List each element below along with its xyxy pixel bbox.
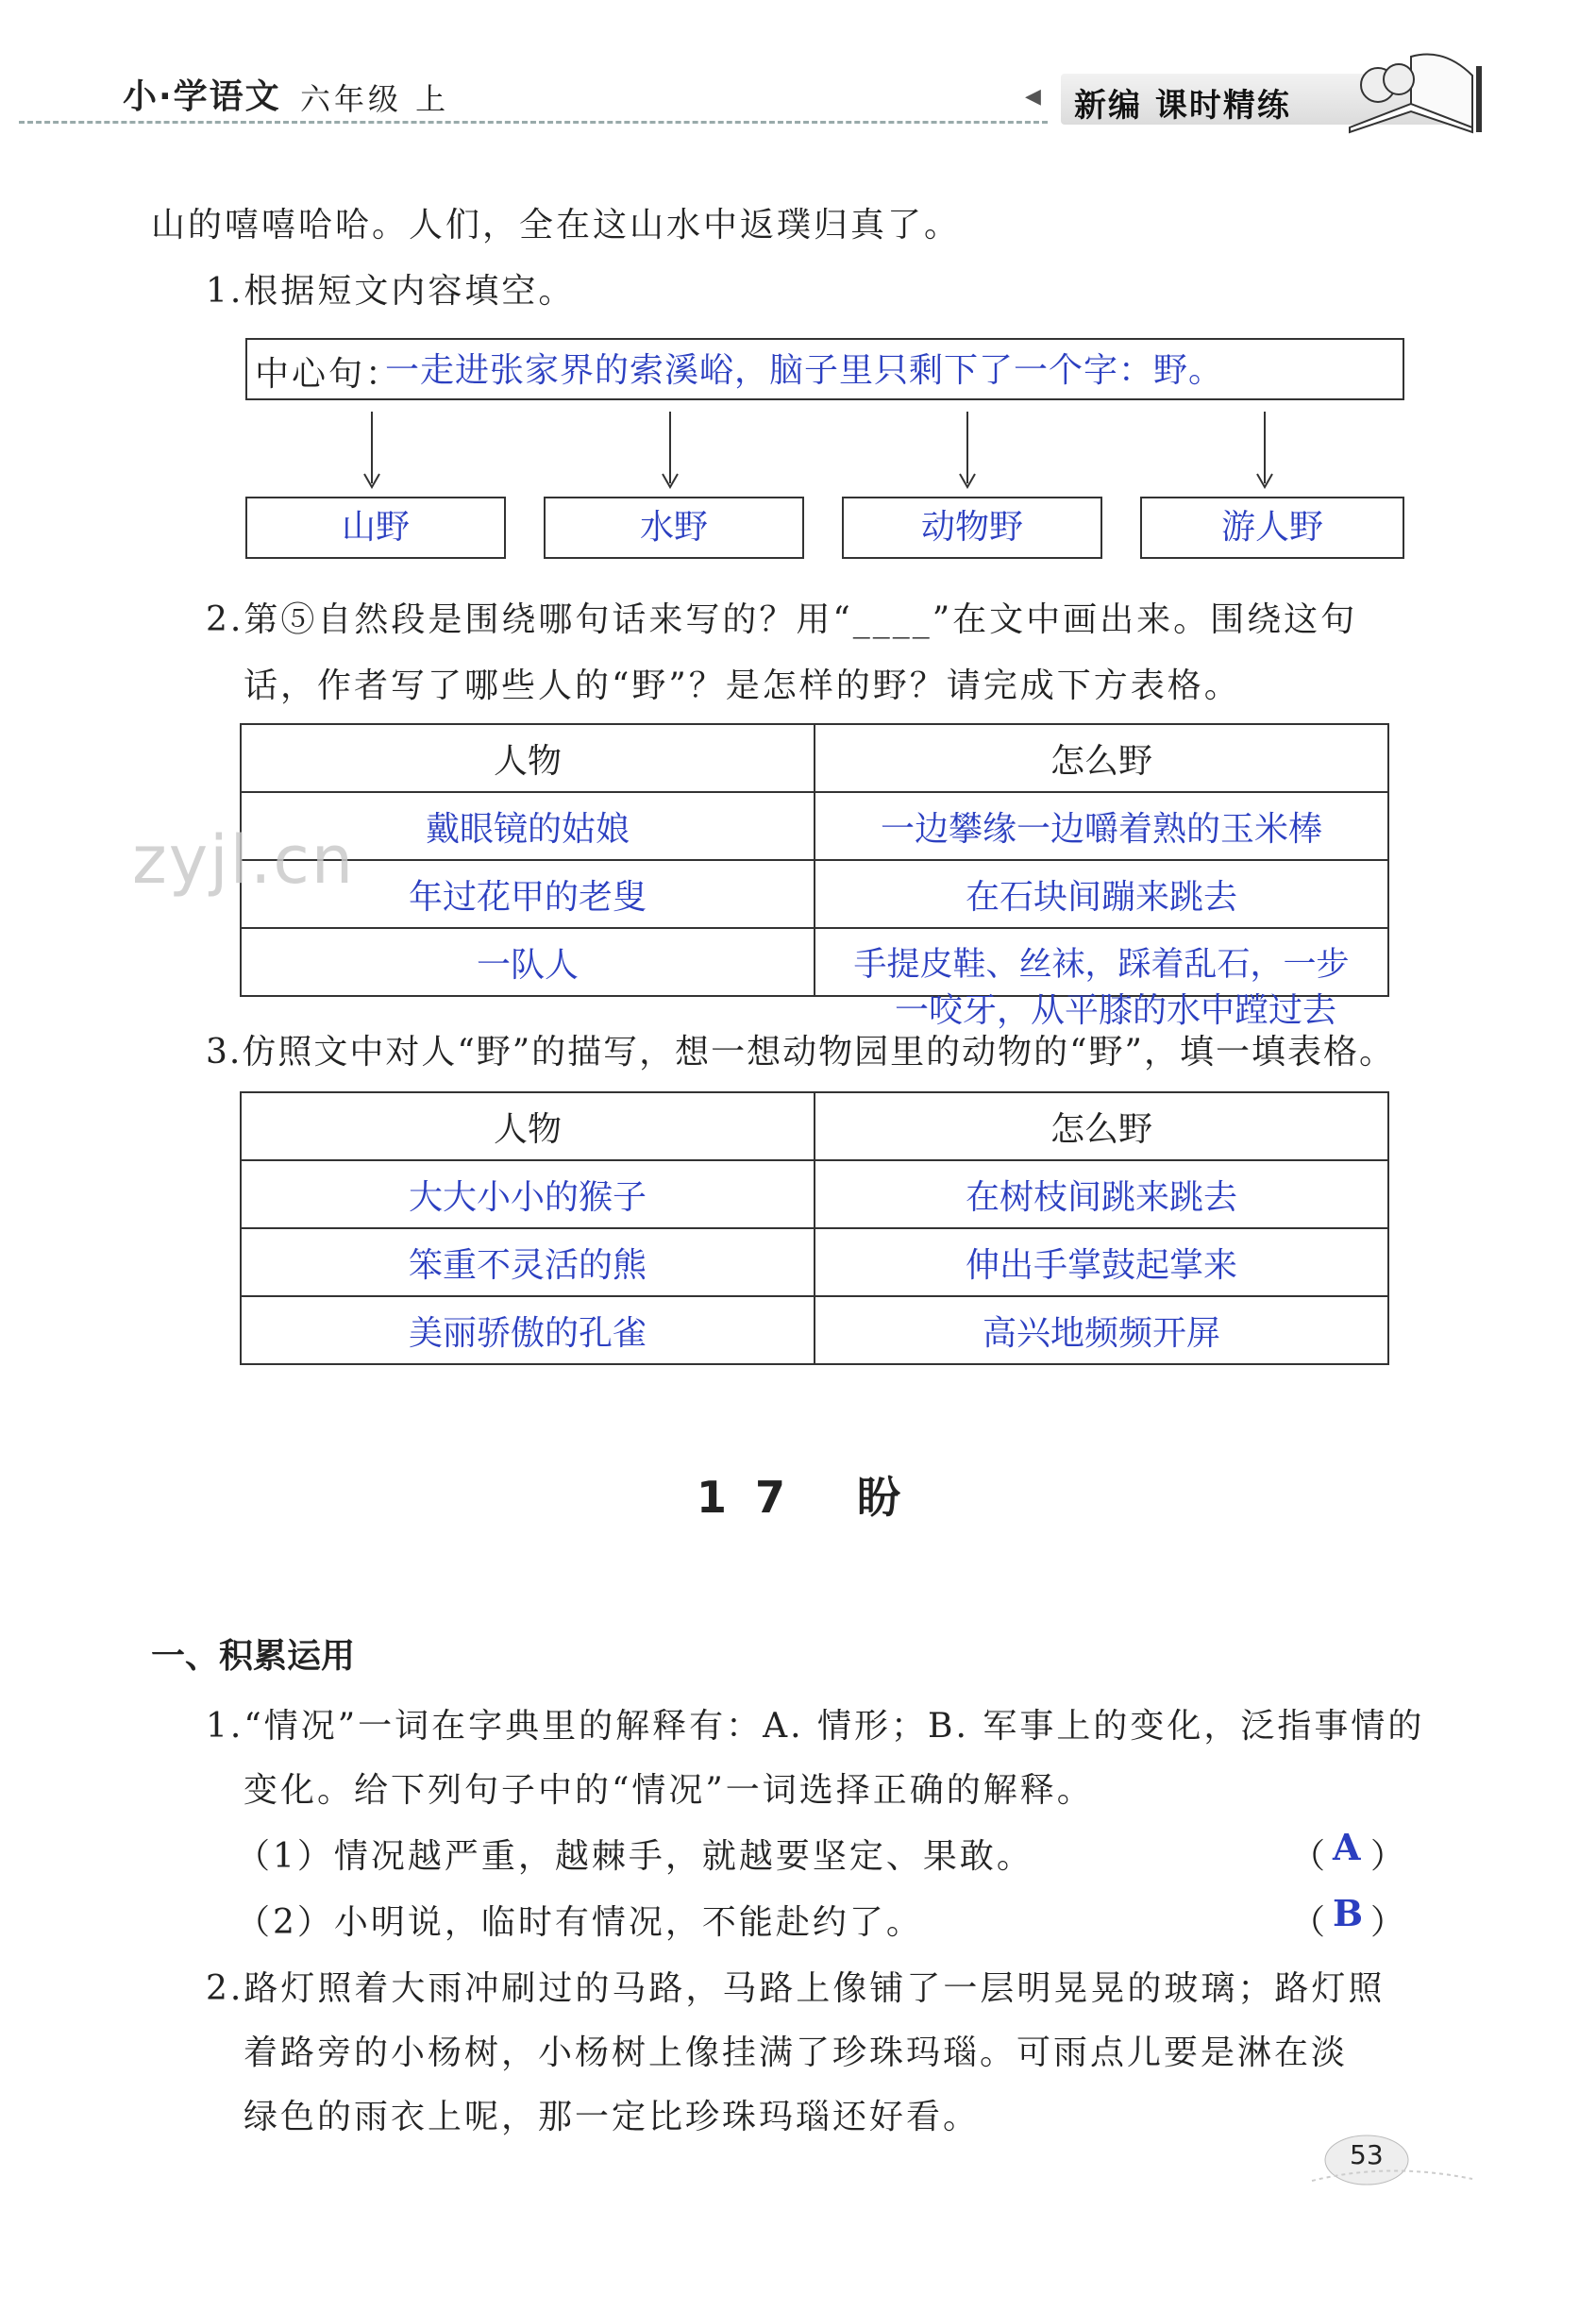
table-header-cell: 人物 — [241, 724, 815, 792]
table-cell: 伸出手掌鼓起掌来 — [815, 1228, 1388, 1296]
answer-box-mountain: 山野 — [245, 497, 506, 559]
down-arrow-icon — [1257, 412, 1272, 487]
page-number: 53 — [1350, 2139, 1384, 2170]
table-cell: 一队人 — [241, 928, 815, 996]
center-sentence-label: 中心句： — [255, 355, 403, 394]
q2-table — [240, 723, 1389, 997]
triangle-left-icon: ◀ — [1025, 85, 1041, 109]
q2-prompt-line1: 2.第⑤自然段是围绕哪句话来写的？用“____”在文中画出来。围绕这句 — [206, 600, 1358, 639]
s1-q1-line2: 变化。给下列句子中的“情况”一词选择正确的解释。 — [244, 1771, 1094, 1810]
answer-box-water: 水野 — [544, 497, 804, 559]
table-row — [241, 1160, 1388, 1228]
section-title: 一、积累运用 — [151, 1637, 356, 1676]
answer-box-visitor: 游人野 — [1140, 497, 1404, 559]
page-number-decoration-icon — [1293, 2124, 1482, 2190]
q2-prompt-line2: 话，作者写了哪些人的“野”？是怎样的野？请完成下方表格。 — [244, 667, 1241, 705]
table-cell: 戴眼镜的姑娘 — [241, 792, 815, 860]
intro-line: 山的嘻嘻哈哈。人们，全在这山水中返璞归真了。 — [151, 206, 962, 245]
s1-q2-line1: 2.路灯照着大雨冲刷过的马路，马路上像铺了一层明晃晃的玻璃；路灯照 — [206, 1969, 1386, 2008]
table-cell: 手提皮鞋、丝袜，踩着乱石，一步 — [815, 928, 1388, 996]
table-row — [241, 1228, 1388, 1296]
table-header-row — [241, 1092, 1388, 1160]
table-row — [241, 1296, 1388, 1364]
q3-table — [240, 1091, 1389, 1365]
answer-box-animal: 动物野 — [842, 497, 1102, 559]
header-subject: 小·学语文 — [123, 77, 281, 116]
s1-q1-item1: （1）情况越严重，越棘手，就越要坚定、果敢。 — [236, 1837, 1033, 1876]
table-cell: 美丽骄傲的孔雀 — [241, 1296, 815, 1364]
table-cell: 笨重不灵活的熊 — [241, 1228, 815, 1296]
table-cell: 年过花甲的老叟 — [241, 860, 815, 928]
answer-paren-open: （ — [1291, 1903, 1326, 1942]
table-header-cell: 怎么野 — [815, 724, 1388, 792]
brand-title: 新编 课时精练 — [1074, 87, 1291, 125]
answer-paren-close: ） — [1370, 1837, 1405, 1876]
table-cell: 在石块间蹦来跳去 — [815, 860, 1388, 928]
table-header-cell: 怎么野 — [815, 1092, 1388, 1160]
header-divider — [19, 121, 1048, 124]
book-mascot-icon — [1340, 38, 1482, 142]
s1-q1-item2: （2）小明说，临时有情况，不能赴约了。 — [236, 1903, 923, 1942]
answer-paren-open: （ — [1291, 1837, 1326, 1876]
table-cell: 一边攀缘一边嚼着熟的玉米棒 — [815, 792, 1388, 860]
watermark: zyjl.cn — [132, 821, 356, 899]
table-cell: 高兴地频频开屏 — [815, 1296, 1388, 1364]
table-cell: 大大小小的猴子 — [241, 1160, 815, 1228]
q1-prompt: 1.根据短文内容填空。 — [206, 272, 576, 311]
s1-q2-line2: 着路旁的小杨树，小杨树上像挂满了珍珠玛瑙。可雨点儿要是淋在淡 — [244, 2034, 1349, 2072]
table-row — [241, 792, 1388, 860]
down-arrow-icon — [364, 412, 379, 487]
table-header-cell: 人物 — [241, 1092, 815, 1160]
header-grade: 六年级 上 — [300, 81, 450, 117]
answer-paren-close: ） — [1370, 1903, 1405, 1942]
s1-q2-line3: 绿色的雨衣上呢，那一定比珍珠玛瑙还好看。 — [244, 2098, 981, 2136]
table-cell: 在树枝间跳来跳去 — [815, 1160, 1388, 1228]
down-arrow-icon — [960, 412, 975, 487]
table-header-row — [241, 724, 1388, 792]
down-arrow-icon — [663, 412, 678, 487]
q3-prompt: 3.仿照文中对人“野”的描写，想一想动物园里的动物的“野”，填一填表格。 — [206, 1033, 1395, 1072]
center-sentence-answer: 一走进张家界的索溪峪，脑子里只剩下了一个字：野。 — [385, 351, 1224, 390]
answer-1: A — [1333, 1826, 1361, 1868]
lesson-title: 17 盼 — [697, 1472, 930, 1523]
q2-overflow-line: 一咬牙，从平膝的水中蹚过去 — [895, 991, 1337, 1030]
arrows-group — [245, 400, 1404, 495]
table-row — [241, 860, 1388, 928]
answer-2: B — [1333, 1892, 1364, 1934]
s1-q1-line1: 1.“情况”一词在字典里的解释有：A. 情形；B. 军事上的变化，泛指事情的 — [206, 1707, 1425, 1746]
